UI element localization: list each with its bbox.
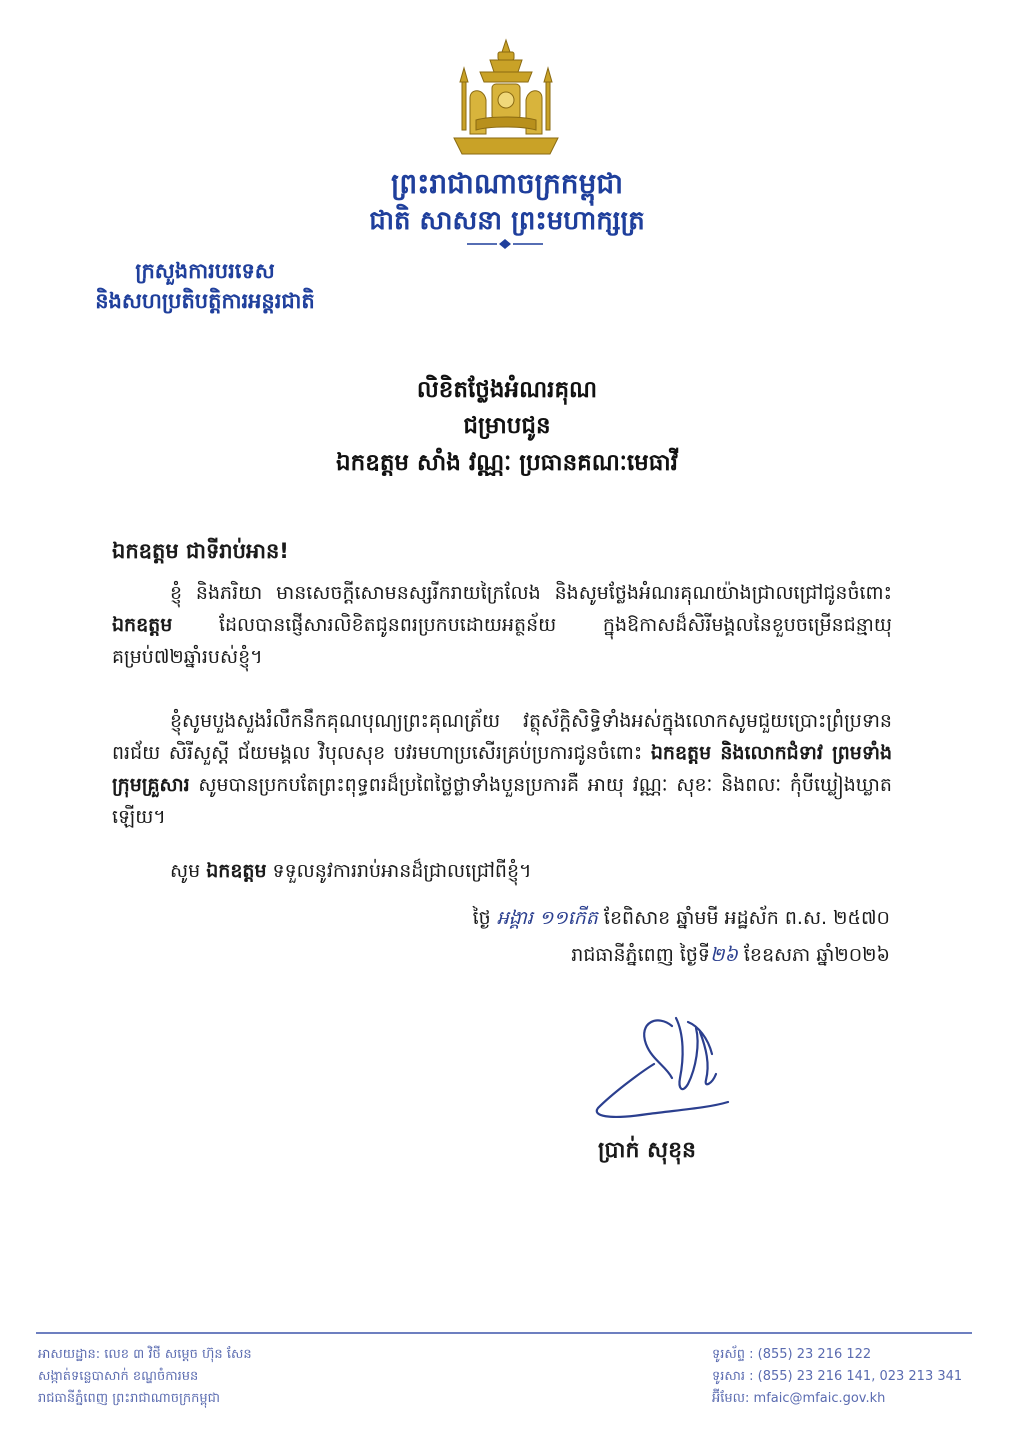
footer-address: [38, 1344, 252, 1410]
phone-row: [712, 1344, 962, 1366]
p1-text-a: ខ្ញុំ និងភរិយា មានសេចក្តីសោមនស្សរីករាយក្រៃលែង និងសូមថ្លែងអំណរគុណយ៉ាងជ្រាលជ្រៅជូនចំពោះ: [170, 582, 892, 604]
ministry-name-line2: និងសហប្រតិបត្តិការអន្តរជាតិ: [95, 288, 315, 313]
letter-title: លិខិតថ្លែងអំណរគុណ: [416, 377, 598, 403]
p3-text-a: សូម: [170, 860, 207, 882]
salutation: ឯកឧត្តម ជាទីរាប់អាន!: [112, 539, 289, 563]
ornament-divider-icon: [465, 238, 545, 250]
address-line-1: អាសយដ្ឋាន: លេខ ៣ វិថី សម្តេច ហ៊ុន សែន: [38, 1347, 252, 1362]
signer-name: ប្រាក់ សុខុន: [598, 1138, 697, 1163]
body-paragraph-3: [112, 855, 892, 887]
p2-text-b: សូមបានប្រកបតែព្រះពុទ្ធពរដ៏ប្រពៃថ្លៃថ្លាទាំងបួនប្រការគឺ អាយុ វណ្ណៈ សុខៈ និងពលៈ កុំបីឃ្លៀងឃ្លាតឡើយ។: [112, 774, 892, 828]
fax-value: (855) 23 216 141, 023 213 341: [757, 1369, 963, 1384]
solar-date: [571, 943, 890, 971]
email-label: អ៊ីមែល:: [712, 1391, 750, 1406]
phone-label: ទូរស័ព្ទ :: [712, 1347, 754, 1362]
p2-bold: ឯកឧត្តម និងលោកជំទាវ ព្រមទាំងក្រុមគ្រួសារ: [112, 742, 893, 796]
letter-addressed-to: ជម្រាបជូន: [463, 413, 551, 439]
address-line-2: សង្កាត់ទន្លេបាសាក់ ខណ្ឌចំការមន: [38, 1369, 199, 1384]
letter-recipient: ឯកឧត្តម សាំង វណ្ណៈ ប្រធានគណៈមេធាវី: [336, 450, 678, 476]
fax-row: [712, 1366, 962, 1388]
p3-bold: ឯកឧត្តម: [206, 860, 267, 882]
lunar-date-handwritten: អង្គារ ១១កើត: [496, 907, 598, 929]
lunar-date-prefix: ថ្ងៃ: [472, 907, 491, 929]
footer-divider: [36, 1332, 972, 1334]
address-line-3: រាជធានីភ្នំពេញ ព្រះរាជាណាចក្រកម្ពុជា: [38, 1391, 220, 1406]
kingdom-name-line1: ព្រះរាជាណាចក្រកម្ពុជា: [390, 167, 623, 200]
p1-bold: ឯកឧត្តម: [112, 614, 173, 636]
email-value: mfaic@mfaic.gov.kh: [753, 1391, 886, 1406]
lunar-date-suffix: ខែពិសាខ ឆ្នាំមមី អដ្ឋស័ក ព.ស. ២៥៧០: [597, 907, 890, 929]
solar-date-handwritten: ២៦: [709, 944, 738, 966]
solar-date-suffix: ខែឧសភា ឆ្នាំ២០២៦: [737, 944, 890, 966]
body-paragraph-2: [112, 705, 892, 833]
kingdom-motto-line2: ជាតិ សាសនា ព្រះមហាក្សត្រ: [369, 206, 645, 236]
footer-contact: [712, 1344, 962, 1410]
p1-text-b: ដែលបានផ្ញើសារលិខិតជូនពរប្រកបដោយអត្ថន័យ ក្នុងឱកាសដ៏សិរីមង្គលនៃខួបចម្រើនជន្មាយុគម្រប់៧២ឆ្នាំរបស់ខ្ញុំ។: [112, 614, 892, 668]
fax-label: ទូរសារ :: [712, 1369, 754, 1384]
email-row: [712, 1388, 962, 1410]
body-paragraph-1: [112, 577, 892, 673]
solar-date-prefix: រាជធានីភ្នំពេញ ថ្ងៃទី: [571, 944, 710, 966]
ministry-name-line1: ក្រសួងការបរទេស: [135, 258, 275, 283]
royal-emblem-icon: [440, 38, 572, 158]
phone-value: (855) 23 216 122: [757, 1347, 872, 1362]
lunar-date: [473, 906, 890, 934]
p3-text-b: ទទួលនូវការរាប់អានដ៏ជ្រាលជ្រៅពីខ្ញុំ។: [266, 860, 532, 882]
signature-icon: [588, 1004, 748, 1134]
p2-text-a: ខ្ញុំសូមបួងសួងរំលឹកនឹកគុណបុណ្យព្រះគុណត្រ័យ វត្ថុស័ក្តិសិទ្ធិទាំងអស់ក្នុងលោកសូមជួយប្រោះព្រំប្រទានពរជ័យ សិរីសួស្តី ជ័យមង្គល វិបុលសុខ បវរមហាប្រសើរគ្រប់ប្រការជូនចំពោះ: [112, 710, 892, 764]
